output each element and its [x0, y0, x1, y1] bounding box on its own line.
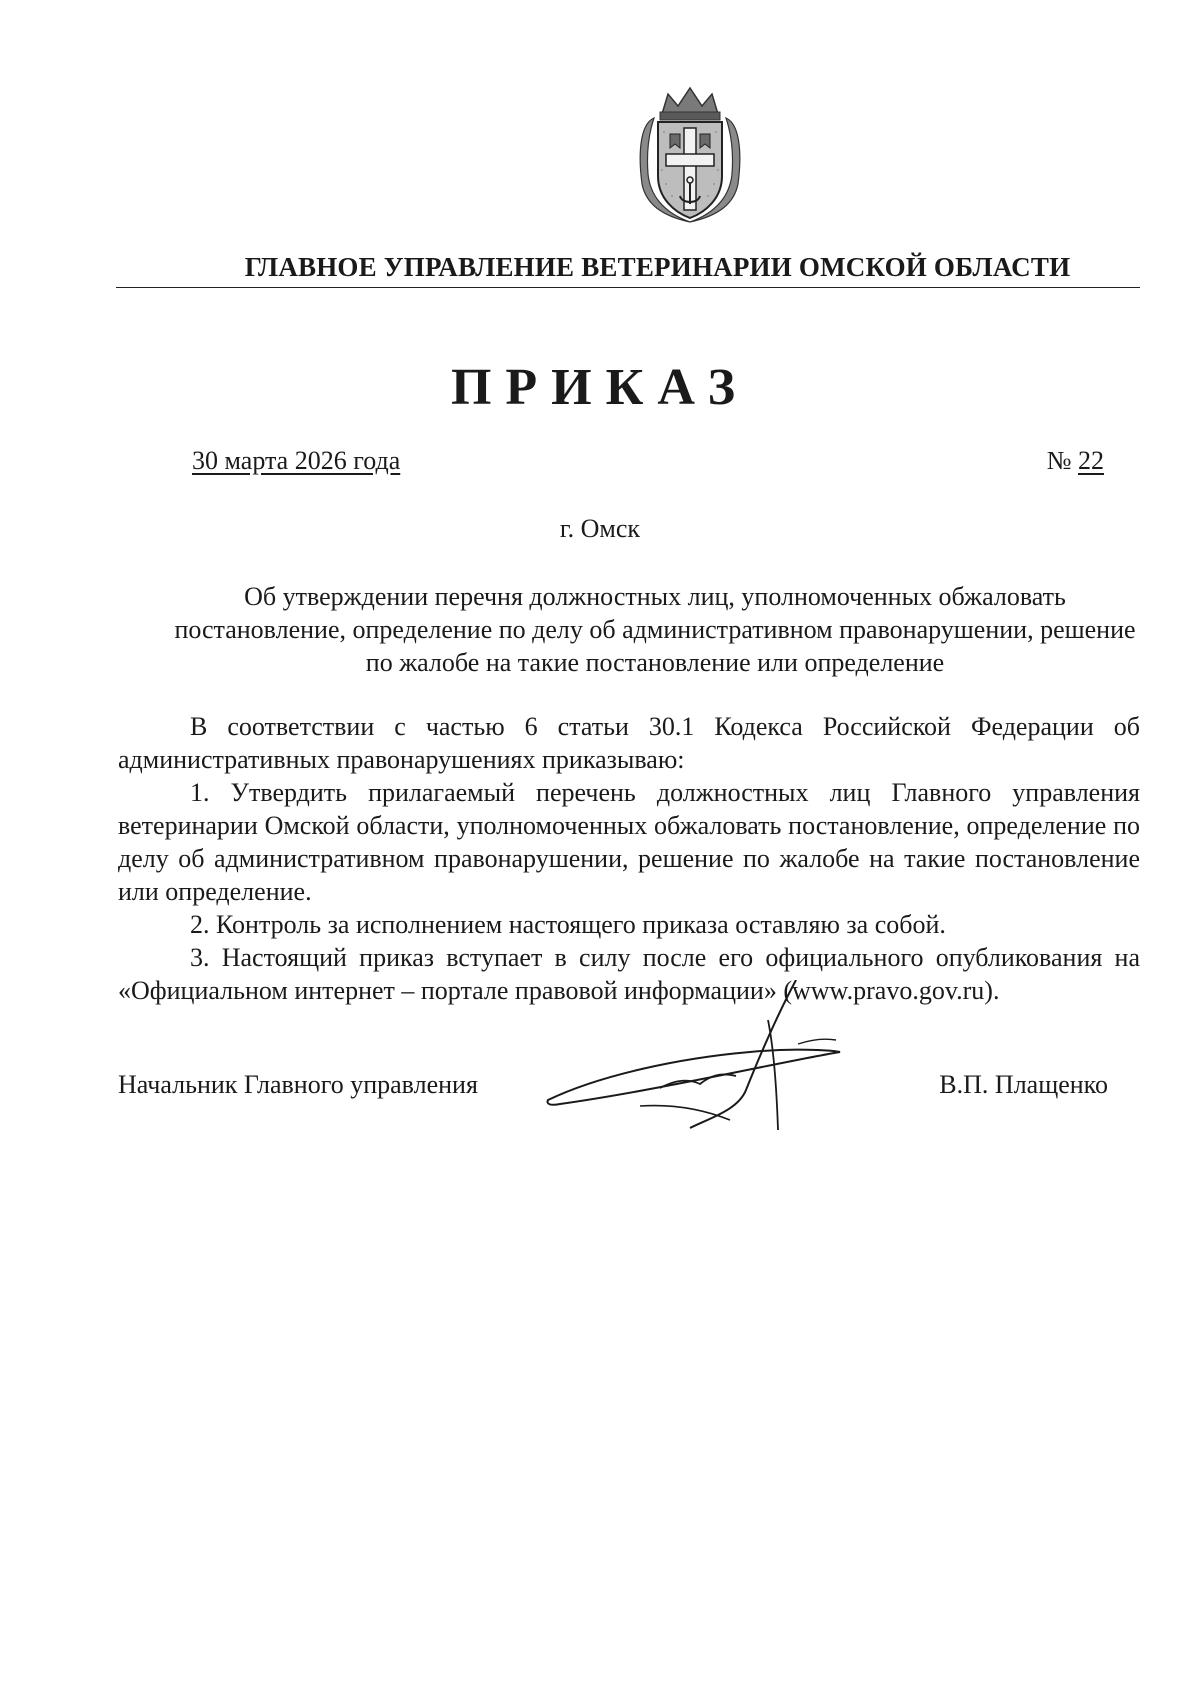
signatory-position: Начальник Главного управления — [118, 1070, 478, 1099]
body-paragraph: 2. Контроль за исполнением настоящего приказа оставляю за собой. — [190, 910, 946, 939]
header-divider — [116, 287, 1140, 288]
handwritten-signature-icon — [540, 980, 870, 1135]
document-type-title: ПРИКАЗ — [450, 359, 750, 416]
document-date: 30 марта 2026 года — [192, 446, 401, 475]
document-subject: Об утверждении перечня должностных лиц, уполномоченных обжаловать постановление, определение по делу об административном правонарушении, решение по жалобе на такие постановление или определение — [174, 582, 1136, 677]
document-body — [118, 710, 1140, 1007]
document-number-block — [1047, 446, 1104, 476]
body-paragraph: 3. Настоящий приказ вступает в силу после его официального опубликования на «Официальном интернет – портале правовой информации» (www.pravo.gov.ru). — [118, 943, 1140, 1005]
organization-title: ГЛАВНОЕ УПРАВЛЕНИЕ ВЕТЕРИНАРИИ ОМСКОЙ ОБЛАСТИ — [244, 252, 1071, 282]
body-paragraph: В соответствии с частью 6 статьи 30.1 Кодекса Российской Федерации об административных правонарушениях приказываю: — [118, 712, 1140, 774]
document-city: г. Омск — [559, 514, 641, 543]
document-number-prefix: № — [1046, 446, 1072, 475]
omsk-coat-of-arms-icon — [632, 84, 748, 224]
signatory-name: В.П. Плащенко — [939, 1070, 1108, 1099]
document-number: 22 — [1078, 446, 1104, 475]
body-paragraph: 1. Утвердить прилагаемый перечень должностных лиц Главного управления ветеринарии Омской области, уполномоченных обжаловать постановление, определение по делу об административном правонарушении, решение по жалобе на такие постановление или определение. — [118, 778, 1140, 906]
